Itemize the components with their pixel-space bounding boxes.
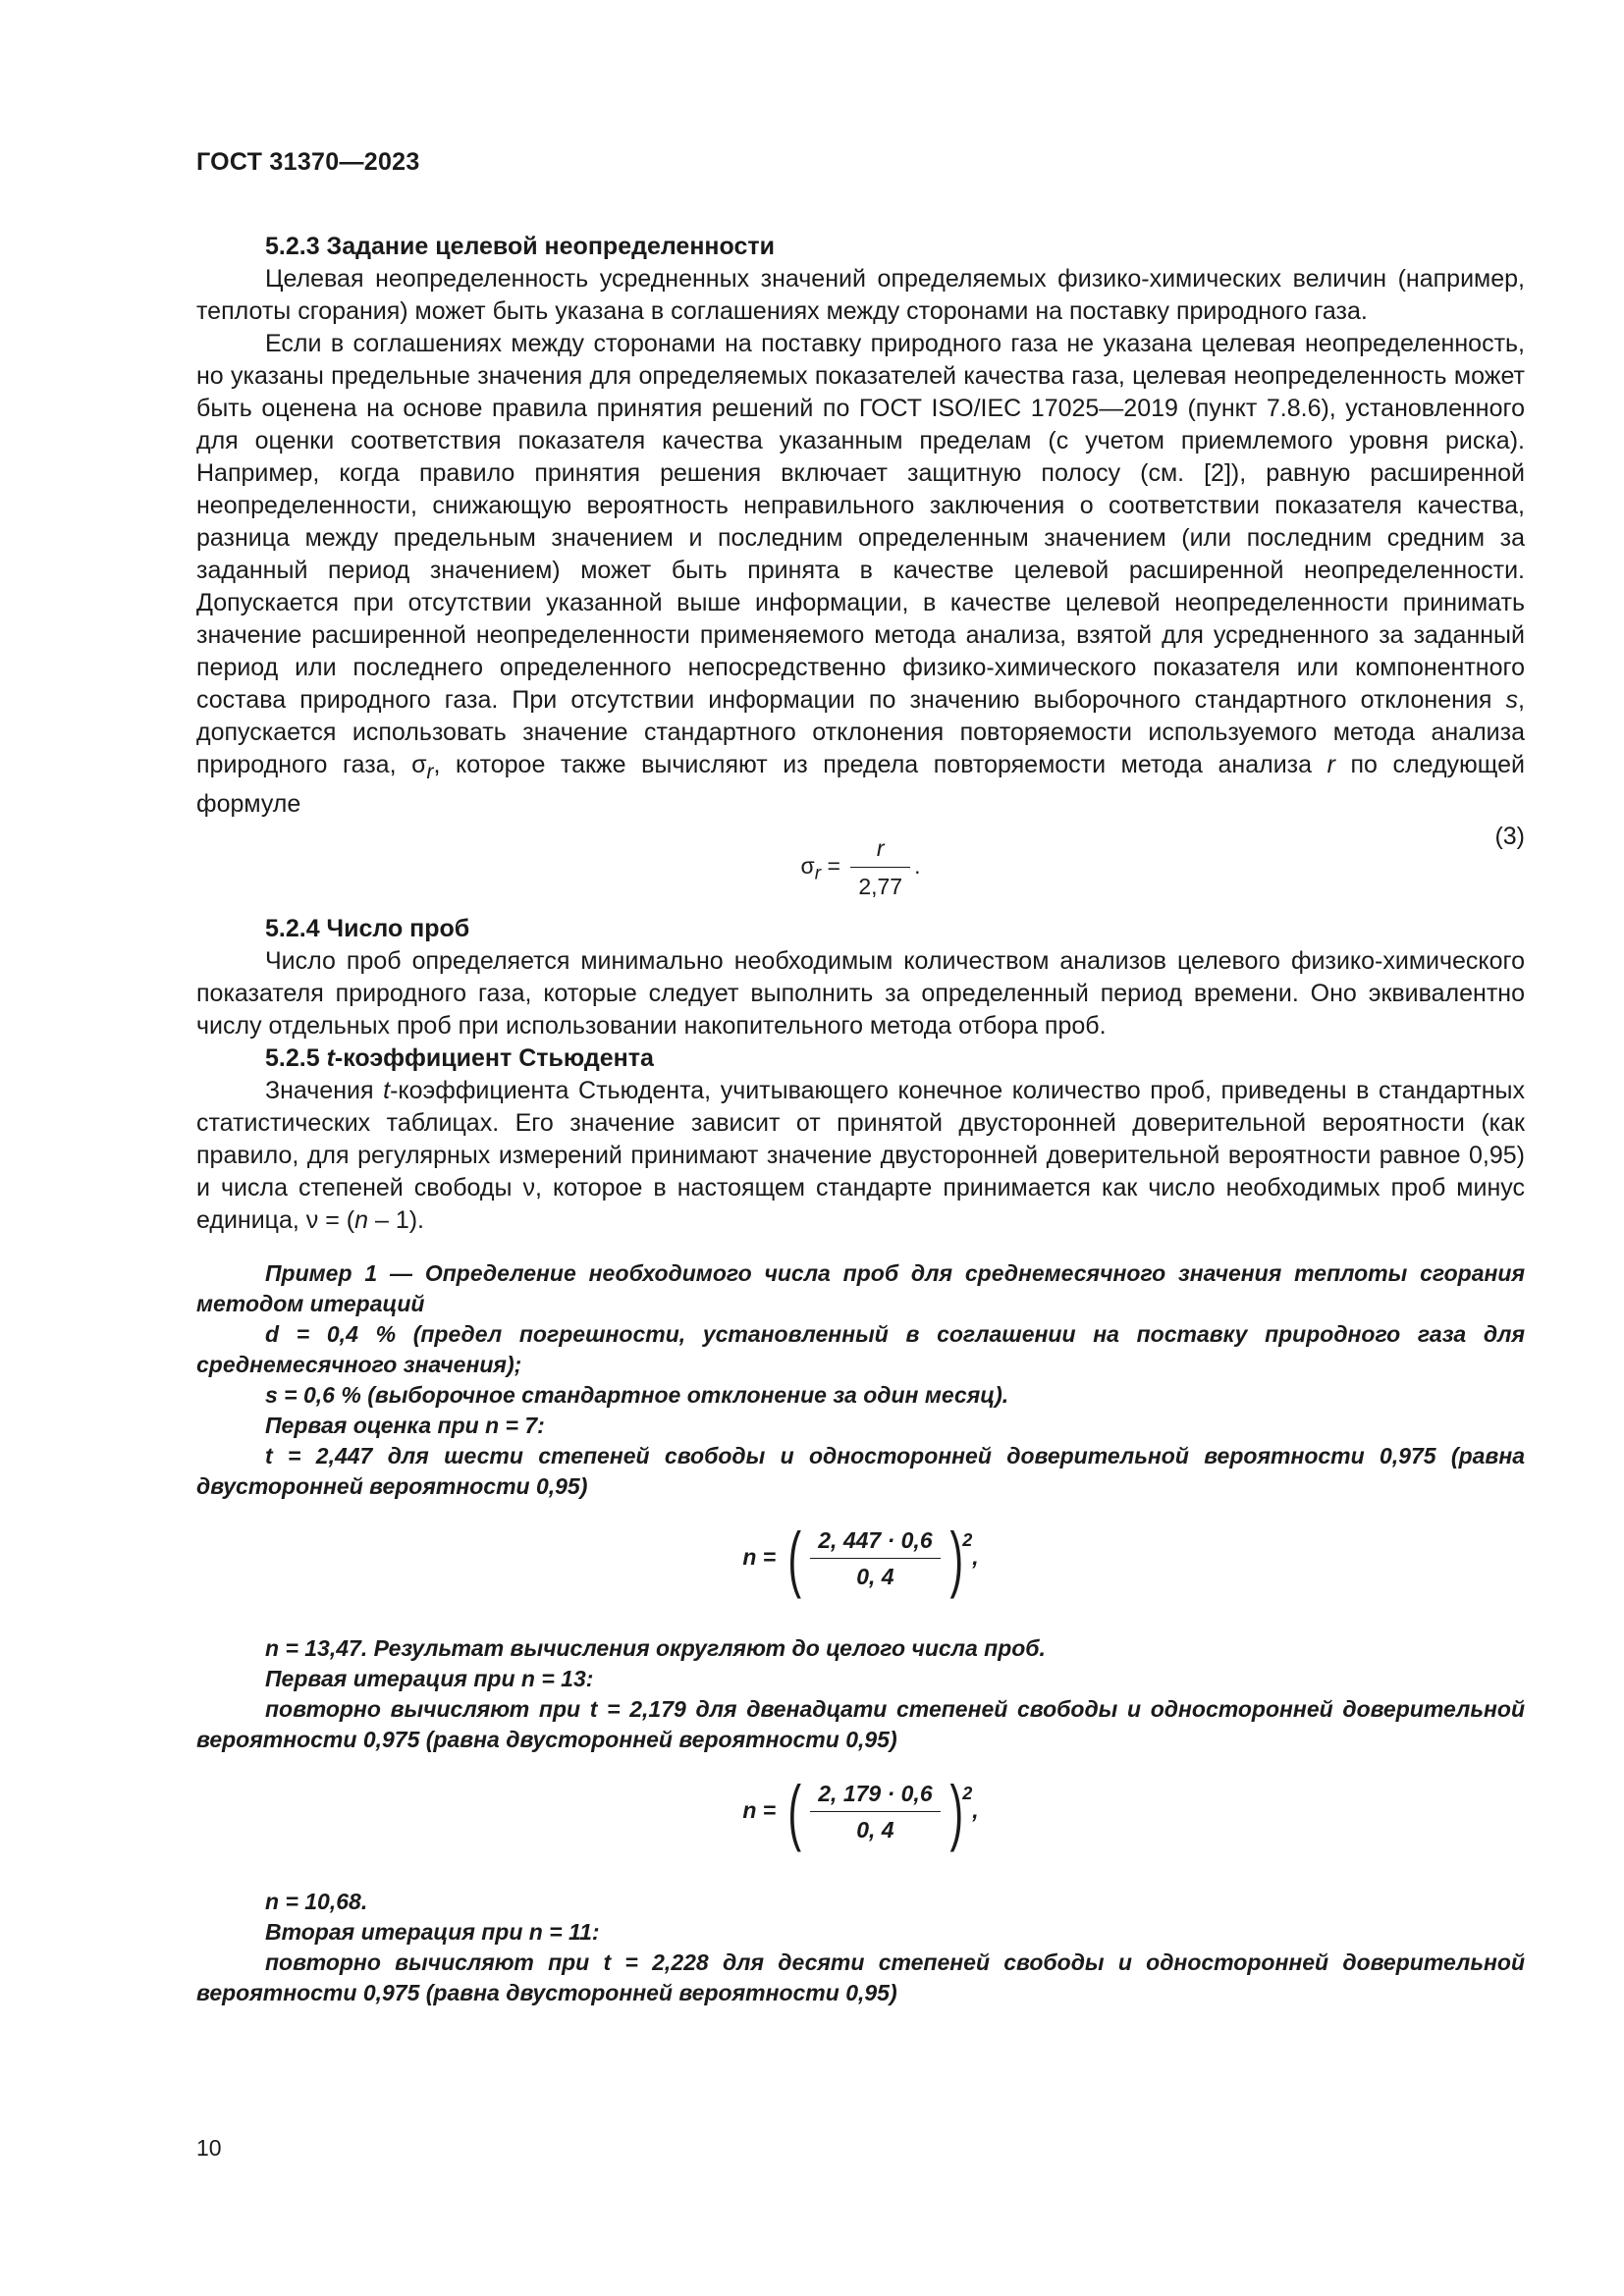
example-title: Пример 1 — Определение необходимого числа проб для среднемесячного значения теплоты сгорания методом итераций <box>196 1260 1525 1316</box>
section-title-5-2-3: 5.2.3 Задание целевой неопределенности <box>265 233 775 260</box>
formula-iteration-1: n = ( $\frac{2, 447 \cdot 0,6}{0, 4}$ )2, <box>742 1518 979 1599</box>
example-line: n = 10,68. <box>265 1889 368 1914</box>
example-line: s = 0,6 % (выборочное стандартное отклонение за один месяц). <box>265 1382 1009 1408</box>
example-line: Первая оценка при n = 7: <box>265 1413 545 1438</box>
formula-3: $\sigma_r$ = $\frac{r}{2,77}$ . (3) <box>196 821 1525 913</box>
section-title-5-2-4: 5.2.4 Число проб <box>265 915 470 942</box>
right-paren-icon: ) <box>949 1771 963 1852</box>
section-title-5-2-5: 5.2.5 t-коэффициент Стьюдента <box>265 1044 654 1072</box>
example-line: повторно вычисляют при t = 2,228 для десяти степеней свободы и односторонней доверительной вероятности 0,975 (равна двусторонней вероятности 0,95) <box>196 1949 1525 2005</box>
document-body <box>196 231 1525 2008</box>
paragraph: Значения t-коэффициента Стьюдента, учитывающего конечное количество проб, приведены в стандартных статистических таблицах. Его значение зависит от принятой двусторонней доверительной вероятности (как правило, для регулярных измерений принимают значение двусторонней доверительной вероятности равное 0,95) и числа степеней свободы ν, которое в настоящем стандарте принимается как число необходимых проб минус единица, ν = (n – 1). <box>196 1077 1525 1234</box>
fraction: $\frac{r}{2,77}$ <box>850 832 910 903</box>
left-paren-icon: ( <box>787 1518 801 1599</box>
formula-iteration-2: n = ( $\frac{2, 179 \cdot 0,6}{0, 4}$ )2, <box>742 1771 979 1852</box>
paragraph: Если в соглашениях между сторонами на поставку природного газа не указана целевая неопределенность, но указаны предельные значения для определяемых показателей качества газа, целевая неопределенность может быть оценена на основе правила принятия решений по ГОСТ ISO/IEC 17025—2019 (пункт 7.8.6), установленного для оценки соответствия показателя качества указанным пределам (с учетом приемлемого уровня риска). Например, когда правило принятия решения включает защитную полосу (см. [2]), равную расширенной неопределенности, снижающую вероятность неправильного заключения о соответствии показателя качества, разница между предельным значением и последним определенным значением (или последним средним за заданный период значением) может быть принята в качестве целевой расширенной неопределенности. Допускается при отсутствии указанной выше информации, в качестве целевой неопределенности принимать значение расширенной неопределенности применяемого метода анализа, взятой для усредненного за заданный период или последнего определенного непосредственно физико-химического показателя или компонентного состава природного газа. При отсутствии информации по значению выборочного стандартного отклонения s, допускается использовать значение стандартного отклонения повторяемости используемого метода анализа природного газа, $\sigma_r$, которое также вычисляют из предела повторяемости метода анализа r по следующей формуле <box>196 330 1525 818</box>
example-line: n = 13,47. Результат вычисления округляют до целого числа проб. <box>265 1635 1046 1661</box>
formula-number: (3) <box>1494 823 1525 850</box>
example-line: повторно вычисляют при t = 2,179 для двенадцати степеней свободы и односторонней доверительной вероятности 0,975 (равна двусторонней вероятности 0,95) <box>196 1696 1525 1752</box>
example-line: Первая итерация при n = 13: <box>265 1666 594 1691</box>
fraction: $\frac{2, 447 \cdot 0,6}{0, 4}$ <box>810 1525 940 1592</box>
document-code: ГОСТ 31370—2023 <box>196 148 420 176</box>
paragraph: Целевая неопределенность усредненных значений определяемых физико-химических величин (например, теплоты сгорания) может быть указана в соглашениях между сторонами на поставку природного газа. <box>196 265 1525 325</box>
paragraph: Число проб определяется минимально необходимым количеством анализов целевого физико-химического показателя природного газа, которые следует выполнить за определенный период времени. Оно эквивалентно числу отдельных проб при использовании накопительного метода отбора проб. <box>196 947 1525 1040</box>
page-number: 10 <box>196 2135 222 2161</box>
example-block <box>196 1258 1525 2008</box>
fraction: $\frac{2, 179 \cdot 0,6}{0, 4}$ <box>810 1779 940 1845</box>
right-paren-icon: ) <box>949 1518 963 1599</box>
example-line: Вторая итерация при n = 11: <box>265 1919 600 1945</box>
left-paren-icon: ( <box>787 1771 801 1852</box>
example-line: t = 2,447 для шести степеней свободы и односторонней доверительной вероятности 0,975 (равна двусторонней вероятности 0,95) <box>196 1443 1525 1499</box>
example-line: d = 0,4 % (предел погрешности, установленный в соглашении на поставку природного газа для среднемесячного значения); <box>196 1321 1525 1377</box>
